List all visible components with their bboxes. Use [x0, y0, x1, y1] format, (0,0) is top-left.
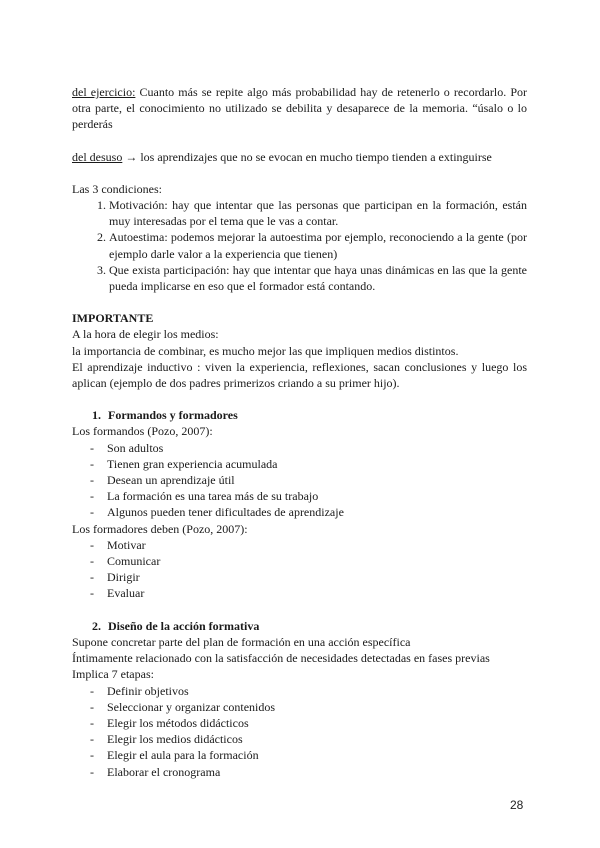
list-item-text: Son adultos	[107, 440, 164, 455]
dash-bullet: -	[90, 456, 94, 471]
list-item-text: Motivar	[107, 537, 146, 552]
section2-number: 2.	[92, 618, 101, 633]
dash-bullet: -	[90, 732, 94, 747]
desuso-text: → los aprendizajes que no se evocan en mucho tiempo tienden a extinguirse	[122, 149, 492, 164]
desuso-paragraph	[72, 149, 527, 165]
list-item-text: Elegir el aula para la formación	[107, 748, 259, 763]
formandos-intro: Los formandos (Pozo, 2007):	[72, 424, 213, 439]
dash-bullet: -	[90, 473, 94, 488]
page-number: 28	[510, 798, 524, 812]
conditions-list	[72, 197, 527, 294]
list-item	[72, 764, 527, 780]
ejercicio-text: Cuanto más se repite algo más probabilidad hay de retenerlo o recordarlo. Por otra parte, el conocimiento no utilizado se debilita y desaparece de la memoria. “úsalo o lo perderás	[72, 85, 527, 132]
list-item-text: Desean un aprendizaje útil	[107, 473, 235, 488]
list-item	[72, 699, 527, 715]
condition-item: 3. Que exista participación: hay que intentar que haya unas dinámicas en las que la gente pueda implicarse en eso que el formador está contando.	[109, 262, 527, 294]
list-item	[72, 747, 527, 763]
list-item	[72, 472, 527, 488]
list-item	[72, 715, 527, 731]
list-item-text: Dirigir	[107, 570, 140, 585]
section1-title: Formandos y formadores	[108, 408, 238, 423]
list-item	[72, 683, 527, 699]
list-item-text: Comunicar	[107, 554, 161, 569]
dash-bullet: -	[90, 570, 94, 585]
list-item	[72, 731, 527, 747]
list-item	[72, 440, 527, 456]
dash-bullet: -	[90, 748, 94, 763]
formadores-list	[72, 537, 527, 602]
list-item	[72, 488, 527, 504]
list-item	[72, 537, 527, 553]
important-line: la importancia de combinar, es mucho mejor las que impliquen medios distintos.	[72, 343, 459, 358]
important-heading: IMPORTANTE	[72, 311, 154, 326]
list-item	[72, 553, 527, 569]
list-item	[72, 585, 527, 601]
list-item-text: Evaluar	[107, 586, 145, 601]
important-line: El aprendizaje inductivo : viven la experiencia, reflexiones, sacan conclusiones y luego los aplican (ejemplo de dos padres primerizos criando a su primer hijo).	[72, 359, 527, 391]
dash-bullet: -	[90, 537, 94, 552]
section2-line: Implica 7 etapas:	[72, 667, 154, 682]
section2-line: Supone concretar parte del plan de formación en una acción específica	[72, 634, 411, 649]
list-item-text: Elegir los métodos didácticos	[107, 715, 249, 730]
condition-item: 1. Motivación: hay que intentar que las personas que participan en la formación, están muy interesadas por el tema que le vas a contar.	[109, 197, 527, 229]
dash-bullet: -	[90, 505, 94, 520]
section2-title: Diseño de la acción formativa	[108, 618, 260, 633]
list-item-text: La formación es una tarea más de su trabajo	[107, 489, 319, 504]
section1-heading	[72, 407, 527, 423]
condition-item: 2. Autoestima: podemos mejorar la autoestima por ejemplo, reconociendo a la gente (por ejemplo darle valor a la experiencia que tienen)	[109, 229, 527, 261]
list-item-text: Definir objetivos	[107, 683, 189, 698]
conditions-title: Las 3 condiciones:	[72, 181, 162, 196]
desuso-label: del desuso	[72, 149, 123, 164]
dash-bullet: -	[90, 440, 94, 455]
section2-line: Íntimamente relacionado con la satisfacción de necesidades detectadas en fases previas	[72, 651, 490, 666]
document-page	[72, 84, 527, 780]
dash-bullet: -	[90, 683, 94, 698]
formandos-list	[72, 440, 527, 521]
stages-list	[72, 683, 527, 780]
important-line: A la hora de elegir los medios:	[72, 327, 219, 342]
list-item	[72, 504, 527, 520]
list-item-text: Seleccionar y organizar contenidos	[107, 699, 276, 714]
list-item	[72, 456, 527, 472]
formadores-intro: Los formadores deben (Pozo, 2007):	[72, 521, 248, 536]
section2-heading	[72, 618, 527, 634]
section1-number: 1.	[92, 408, 101, 423]
dash-bullet: -	[90, 489, 94, 504]
list-item	[72, 569, 527, 585]
list-item-text: Tienen gran experiencia acumulada	[107, 456, 278, 471]
dash-bullet: -	[90, 764, 94, 779]
list-item-text: Algunos pueden tener dificultades de aprendizaje	[107, 505, 344, 520]
ejercicio-label: del ejercicio:	[72, 85, 136, 99]
list-item-text: Elegir los medios didácticos	[107, 732, 243, 747]
dash-bullet: -	[90, 699, 94, 714]
dash-bullet: -	[90, 586, 94, 601]
list-item-text: Elaborar el cronograma	[107, 764, 221, 779]
ejercicio-paragraph	[72, 84, 527, 133]
dash-bullet: -	[90, 554, 94, 569]
dash-bullet: -	[90, 715, 94, 730]
